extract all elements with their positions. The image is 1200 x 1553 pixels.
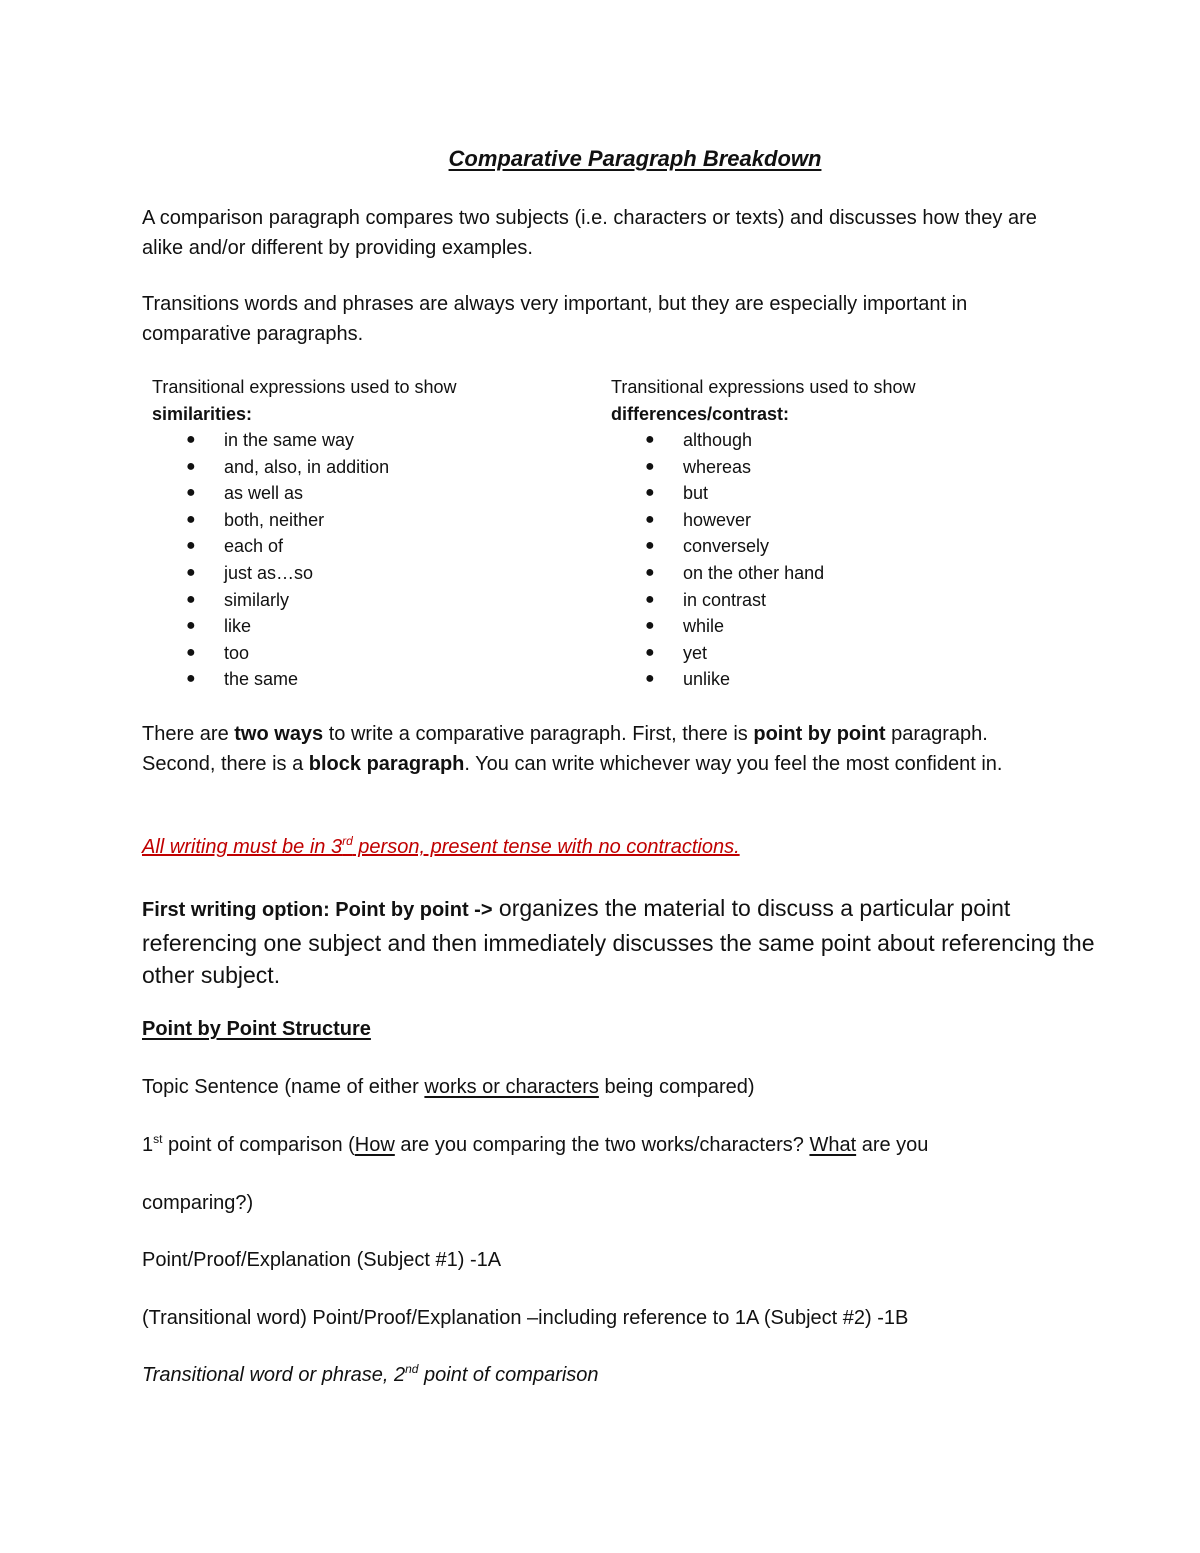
subject-1b-line: (Transitional word) Point/Proof/Explanation –including reference to 1A (Subject #2) -1B [142, 1307, 909, 1329]
bullet-icon: ● [645, 484, 655, 502]
list-item: ● both, neither [152, 507, 572, 534]
list-item: ● too [152, 640, 572, 667]
differences-list [611, 427, 1031, 693]
list-item: ● yet [611, 640, 1031, 667]
list-item: ● although [611, 427, 1031, 454]
bullet-icon: ● [645, 643, 655, 661]
list-item: ● just as…so [152, 560, 572, 587]
topic-sentence-line: Topic Sentence (name of either works or characters being compared) [142, 1076, 755, 1098]
differences-heading: Transitional expressions used to show [611, 377, 916, 397]
bullet-icon: ● [186, 563, 196, 581]
bullet-icon: ● [186, 670, 196, 688]
bullet-icon: ● [645, 431, 655, 448]
list-item: ● unlike [611, 666, 1031, 693]
bullet-icon: ● [645, 537, 655, 555]
differences-column [611, 374, 1031, 693]
list-item: ● and, also, in addition [152, 454, 572, 481]
list-item: ● like [152, 613, 572, 640]
list-item: ● however [611, 507, 1031, 534]
bullet-icon: ● [645, 457, 655, 475]
first-point-line: 1st point of comparison (How are you comparing the two works/characters? What are you [142, 1132, 929, 1156]
bullet-icon: ● [186, 457, 196, 475]
list-item: ● but [611, 480, 1031, 507]
bullet-icon: ● [186, 590, 196, 608]
intro-paragraph: A comparison paragraph compares two subjects (i.e. characters or texts) and discusses how they are alike and/or different by providing examples. [142, 207, 1037, 259]
similarities-label: similarities: [152, 403, 253, 424]
two-ways-paragraph: There are two ways to write a comparative paragraph. First, there is point by point paragraph. Second, there is a block paragraph. You can write whichever way you feel the most confident in. [142, 723, 1003, 775]
bullet-icon: ● [186, 510, 196, 528]
similarities-heading: Transitional expressions used to show [152, 377, 457, 397]
list-item: ● in the same way [152, 427, 572, 454]
list-item: ● similarly [152, 587, 572, 614]
list-item: ● in contrast [611, 587, 1031, 614]
list-item: ● conversely [611, 533, 1031, 560]
list-item: ● the same [152, 666, 572, 693]
first-option-label: First writing option: Point by point -> [142, 899, 493, 921]
bullet-icon: ● [645, 563, 655, 581]
bullet-icon: ● [645, 590, 655, 608]
writing-rule-note: All writing must be in 3rd person, present tense with no contractions. [142, 834, 740, 858]
bullet-icon: ● [186, 537, 196, 555]
differences-label: differences/contrast: [611, 403, 790, 424]
similarities-list [152, 427, 572, 693]
bullet-icon: ● [186, 431, 196, 448]
bullet-icon: ● [186, 643, 196, 661]
transitions-note: Transitions words and phrases are always very important, but they are especially important in comparative paragraphs. [142, 293, 968, 345]
bullet-icon: ● [645, 670, 655, 688]
bullet-icon: ● [645, 510, 655, 528]
list-item: ● as well as [152, 480, 572, 507]
list-item: ● while [611, 613, 1031, 640]
list-item: ● whereas [611, 454, 1031, 481]
page-title: Comparative Paragraph Breakdown [448, 146, 822, 171]
first-option-paragraph: First writing option: Point by point -> organizes the material to discuss a particular point referencing one subject and then immediately discusses the same point about referencing the other subject. [142, 895, 1095, 988]
bullet-icon: ● [186, 484, 196, 502]
list-item: ● each of [152, 533, 572, 560]
second-point-line: Transitional word or phrase, 2nd point of comparison [142, 1362, 599, 1386]
list-item: ● on the other hand [611, 560, 1031, 587]
similarities-column [152, 374, 572, 693]
bullet-icon: ● [186, 617, 196, 635]
subject-1a-line: Point/Proof/Explanation (Subject #1) -1A [142, 1249, 502, 1271]
bullet-icon: ● [645, 617, 655, 635]
structure-heading: Point by Point Structure [142, 1018, 371, 1040]
first-point-continuation: comparing?) [142, 1192, 254, 1214]
